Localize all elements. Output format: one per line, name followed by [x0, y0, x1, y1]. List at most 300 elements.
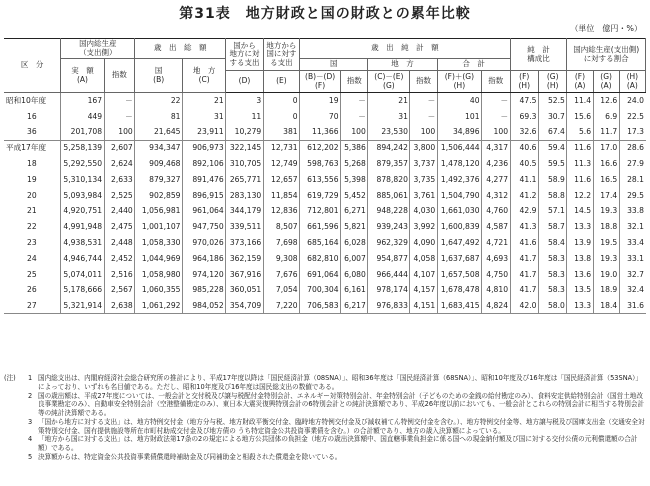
header-kuni-to-chiho: 国から 地方に対 する支出 — [226, 39, 264, 71]
table-cell: 691,064 — [300, 267, 341, 283]
table-cell: 964,186 — [183, 251, 226, 267]
table-cell: 265,771 — [226, 172, 264, 188]
table-cell: 598,763 — [300, 156, 341, 172]
table-cell: 1,001,107 — [135, 219, 183, 235]
table-cell: 322,145 — [226, 140, 264, 156]
table-cell: 381 — [263, 124, 299, 140]
table-cell: 67.4 — [538, 124, 566, 140]
table-cell: 11.7 — [593, 124, 619, 140]
table-cell: 1,683,415 — [437, 298, 481, 314]
table-cell: 1,637,687 — [437, 251, 481, 267]
table-cell: 339,511 — [226, 219, 264, 235]
note-text: 決算額からは、特定資金公共投資事業債償還時補助金及び同補助金と相殺された償還金を除いている。 — [38, 452, 342, 461]
table-cell: 100 — [104, 124, 135, 140]
table-cell: 42.9 — [510, 203, 538, 219]
row-label: 平成17年度 — [6, 143, 47, 153]
note-number: 1 — [28, 374, 33, 382]
table-cell: 2,516 — [104, 267, 135, 283]
table-cell: 367,916 — [226, 267, 264, 283]
table-cell: 100 — [482, 124, 511, 140]
header-kosei: 純 計 構成比 — [510, 39, 567, 71]
table-cell: 0 — [263, 109, 299, 125]
table-row — [4, 172, 646, 188]
unit-label: （単位 億円・%） — [570, 24, 642, 33]
note-item — [4, 374, 646, 392]
header-junkei-gokei: 合 計 — [437, 59, 510, 71]
table-cell: 1,478,120 — [437, 156, 481, 172]
note-text: 国の歳出額は、平成27年度については、一般会計と交付税及び譲与税配付金特別会計、エネルギー対策特別会計、年金特別会計（子どものための金銭の給付勘定のみ）、食料安定供給特別会計（国営土地改良事業勘定のみ）、自動車安全特別会計（空港整備勘定のみ）、東日本大震災復興特別会計の6特別会計との純計決算額であり、平成26年度以前においても、一般会計とこれらの特別会計に相当する特別会計等の純計決算額である。 — [38, 391, 645, 418]
header-shisu-gokei: 指数 — [482, 71, 511, 93]
table-cell: 12,836 — [263, 203, 299, 219]
header-pF-H: (F) (H) — [510, 71, 538, 93]
notes — [4, 374, 646, 462]
table-cell: 12.2 — [567, 188, 593, 204]
table-cell: 11 — [226, 109, 264, 125]
note-label — [4, 435, 28, 453]
table-cell: 29.5 — [619, 188, 645, 204]
table-cell: 33.1 — [619, 251, 645, 267]
table-cell: 5,310,134 — [61, 172, 104, 188]
table-cell: 3,737 — [410, 156, 437, 172]
header-junkei-kuni: 国 — [300, 59, 368, 71]
table-cell: 1,657,508 — [437, 267, 481, 283]
table-cell: 41.7 — [510, 251, 538, 267]
note-label — [4, 453, 28, 462]
table-cell: 16.5 — [593, 172, 619, 188]
table-cell: 894,242 — [368, 140, 410, 156]
table-cell: 32.7 — [619, 267, 645, 283]
table-cell: 354,709 — [226, 298, 264, 314]
table-cell: 947,750 — [183, 219, 226, 235]
table-cell: － — [104, 93, 135, 109]
table-cell: 58.4 — [538, 235, 566, 251]
table-cell: 4,824 — [482, 298, 511, 314]
table-cell: 4,938,531 — [61, 235, 104, 251]
table-cell: 939,243 — [368, 219, 410, 235]
table-cell: 954,877 — [368, 251, 410, 267]
table-cell: 13.3 — [567, 298, 593, 314]
table-cell: 885,061 — [368, 188, 410, 204]
table-row — [4, 219, 646, 235]
table-cell: 11.6 — [567, 172, 593, 188]
table-cell: 22 — [135, 93, 183, 109]
table-cell: 1,647,492 — [437, 235, 481, 251]
table-cell: 100 — [341, 124, 368, 140]
table-cell: 5,321,914 — [61, 298, 104, 314]
table-row — [4, 203, 646, 219]
header-E: (E) — [263, 71, 299, 93]
table-cell: 2,475 — [104, 219, 135, 235]
table-cell: － — [104, 109, 135, 125]
table-cell: 32.1 — [619, 219, 645, 235]
table-cell: 12,731 — [263, 140, 299, 156]
table-cell: 59.5 — [538, 156, 566, 172]
table-cell: 40.6 — [510, 140, 538, 156]
row-label: 36 — [4, 124, 61, 140]
table-cell: 17.3 — [619, 124, 645, 140]
table-cell: 449 — [61, 109, 104, 125]
table-cell: 4,920,751 — [61, 203, 104, 219]
table-cell: 4,946,744 — [61, 251, 104, 267]
header-pG-A: (G) (A) — [593, 71, 619, 93]
table-cell: 21,645 — [135, 124, 183, 140]
table-cell: 23,530 — [368, 124, 410, 140]
table-cell: 1,058,980 — [135, 267, 183, 283]
table-cell: 101 — [437, 109, 481, 125]
table-cell: 18.8 — [593, 219, 619, 235]
table-cell: 31 — [368, 109, 410, 125]
table-cell: 21 — [183, 93, 226, 109]
table-cell: 47.5 — [510, 93, 538, 109]
table-cell: 3,735 — [410, 172, 437, 188]
table-cell: 13.8 — [567, 251, 593, 267]
table-cell: 32.6 — [510, 124, 538, 140]
table-cell: 4,151 — [410, 298, 437, 314]
header-jitsugaku: 実 額 (A) — [61, 59, 104, 93]
note-number: 2 — [28, 391, 33, 400]
table-cell: 5,074,011 — [61, 267, 104, 283]
table-title: 第31表 地方財政と国の財政との累年比較 — [179, 6, 471, 22]
table-cell: 1,661,030 — [437, 203, 481, 219]
table-cell: 966,444 — [368, 267, 410, 283]
table-cell: 7,220 — [263, 298, 299, 314]
table-cell: 81 — [135, 109, 183, 125]
note-item — [4, 418, 646, 436]
table-cell: 16.6 — [593, 156, 619, 172]
table-cell: 2,448 — [104, 235, 135, 251]
table-cell: 1,044,969 — [135, 251, 183, 267]
table-cell: 948,228 — [368, 203, 410, 219]
table-cell: 878,820 — [368, 172, 410, 188]
table-cell: 100 — [410, 124, 437, 140]
header-FG: (F)＋(G) (H) — [437, 71, 481, 93]
table-cell: 6,271 — [341, 203, 368, 219]
table-cell: 1,492,376 — [437, 172, 481, 188]
table-cell: 4,090 — [410, 235, 437, 251]
table-cell: 69.3 — [510, 109, 538, 125]
note-number: 3 — [28, 417, 33, 426]
header-BD: (B)－(D) (F) — [300, 71, 341, 93]
table-cell: 19 — [300, 93, 341, 109]
table-cell: 4,721 — [482, 235, 511, 251]
table-cell: 6,161 — [341, 282, 368, 298]
table-cell: 310,705 — [226, 156, 264, 172]
table-cell: 1,060,355 — [135, 282, 183, 298]
header-pG-H: (G) (H) — [538, 71, 566, 93]
table-cell: 17.4 — [593, 188, 619, 204]
table-cell: － — [410, 109, 437, 125]
table-cell: 58.7 — [538, 219, 566, 235]
header-D: (D) — [226, 71, 264, 93]
header-chiho-C: 地 方 (C) — [183, 59, 226, 93]
table-cell: 27.9 — [619, 156, 645, 172]
table-cell: 4,810 — [482, 282, 511, 298]
table-cell: 12,657 — [263, 172, 299, 188]
table-cell: 5,821 — [341, 219, 368, 235]
table-row — [4, 156, 646, 172]
table-cell: 879,357 — [368, 156, 410, 172]
row-label: 26 — [27, 285, 37, 295]
table-cell: 5,258,139 — [61, 140, 104, 156]
table-row — [4, 93, 646, 109]
table-cell: 12,749 — [263, 156, 299, 172]
table-cell: 2,607 — [104, 140, 135, 156]
row-label: 22 — [27, 222, 37, 232]
table-cell: 58.9 — [538, 172, 566, 188]
table-cell: 31.6 — [619, 298, 645, 314]
table-cell: 3,992 — [410, 219, 437, 235]
table-cell: 2,440 — [104, 203, 135, 219]
table-cell: 909,468 — [135, 156, 183, 172]
table-cell: 2,638 — [104, 298, 135, 314]
table-cell: 59.4 — [538, 140, 566, 156]
header-pF-A: (F) (A) — [567, 71, 593, 93]
header-saishutsu: 歳 出 総 額 — [135, 39, 226, 59]
table-cell: 5,178,666 — [61, 282, 104, 298]
table-cell: 344,179 — [226, 203, 264, 219]
notes-list — [4, 374, 646, 462]
table-row — [4, 251, 646, 267]
table-cell: 7,698 — [263, 235, 299, 251]
table-cell: 978,174 — [368, 282, 410, 298]
table-cell: 4,693 — [482, 251, 511, 267]
table-row — [4, 109, 646, 125]
table-row — [4, 124, 646, 140]
table-cell: 18.9 — [593, 282, 619, 298]
table-cell: 5,292,550 — [61, 156, 104, 172]
note-number: 4 — [28, 435, 33, 444]
row-label: 21 — [27, 206, 37, 216]
table-cell: 685,164 — [300, 235, 341, 251]
table-cell: 612,202 — [300, 140, 341, 156]
header-junkei-chiho: 地 方 — [368, 59, 437, 71]
table-cell: 19.0 — [593, 267, 619, 283]
header-shisu-kuni: 指数 — [341, 71, 368, 93]
table-cell: 962,329 — [368, 235, 410, 251]
row-label: 23 — [27, 238, 37, 248]
table-cell: 2,624 — [104, 156, 135, 172]
table-cell: 283,130 — [226, 188, 264, 204]
table-cell: 6,028 — [341, 235, 368, 251]
table-cell: 52.5 — [538, 93, 566, 109]
note-item — [4, 435, 646, 453]
table-cell: 11.6 — [567, 140, 593, 156]
table-cell: 1,058,330 — [135, 235, 183, 251]
table-cell: 3,800 — [410, 140, 437, 156]
table-cell: 22.5 — [619, 109, 645, 125]
table-cell: 8,507 — [263, 219, 299, 235]
table-cell: 58.3 — [538, 251, 566, 267]
table-cell: 13.6 — [567, 267, 593, 283]
table-cell: 4,058 — [410, 251, 437, 267]
table-cell: 4,312 — [482, 188, 511, 204]
table-cell: 4,317 — [482, 140, 511, 156]
table-cell: 28.1 — [619, 172, 645, 188]
table-row — [4, 298, 646, 314]
table-cell: 41.6 — [510, 235, 538, 251]
table-cell: 6.9 — [593, 109, 619, 125]
table-cell: 985,228 — [183, 282, 226, 298]
row-label: 20 — [27, 190, 37, 200]
table-cell: 13.9 — [567, 235, 593, 251]
header-pH-A: (H) (A) — [619, 71, 645, 93]
table-cell: 23,911 — [183, 124, 226, 140]
note-label: (注) — [4, 374, 16, 382]
table-row — [4, 235, 646, 251]
note-item — [4, 453, 646, 462]
header-shisu: 指数 — [104, 59, 135, 93]
table-cell: 40 — [437, 93, 481, 109]
data-table — [4, 38, 646, 314]
table-cell: 33.4 — [619, 235, 645, 251]
table-cell: 661,596 — [300, 219, 341, 235]
table-cell: 19.3 — [593, 251, 619, 267]
table-cell: 28.6 — [619, 140, 645, 156]
table-cell: 706,583 — [300, 298, 341, 314]
table-cell: － — [341, 93, 368, 109]
table-cell: 19.5 — [593, 235, 619, 251]
table-cell: 32.4 — [619, 282, 645, 298]
table-cell: 1,056,981 — [135, 203, 183, 219]
table-cell: 906,973 — [183, 140, 226, 156]
table-cell: 167 — [61, 93, 104, 109]
row-label: 27 — [4, 298, 61, 314]
table-cell: 970,026 — [183, 235, 226, 251]
table-cell: 11,854 — [263, 188, 299, 204]
table-cell: 21 — [368, 93, 410, 109]
table-cell: 1,504,790 — [437, 188, 481, 204]
table-cell: 892,106 — [183, 156, 226, 172]
table-row — [4, 140, 646, 156]
note-label — [4, 418, 28, 436]
header-chiho-to-kuni: 地方から 国に対す る支出 — [263, 39, 299, 71]
table-row — [4, 267, 646, 283]
table-cell: 41.7 — [510, 267, 538, 283]
table-cell: 34,896 — [437, 124, 481, 140]
table-cell: 5,268 — [341, 156, 368, 172]
table-cell: 1,678,478 — [437, 282, 481, 298]
table-cell: 14.5 — [567, 203, 593, 219]
table-cell: 57.1 — [538, 203, 566, 219]
table-cell: 13.5 — [567, 282, 593, 298]
header-gdp: 国内総生産 （支出側） — [61, 39, 135, 59]
table-cell: 58.0 — [538, 298, 566, 314]
table-cell: 1,061,292 — [135, 298, 183, 314]
table-cell: 30.7 — [538, 109, 566, 125]
table-cell: 4,030 — [410, 203, 437, 219]
table-cell: 4,760 — [482, 203, 511, 219]
table-cell: 619,729 — [300, 188, 341, 204]
table-cell: 58.3 — [538, 267, 566, 283]
row-label: 18 — [27, 159, 37, 169]
table-cell: 373,166 — [226, 235, 264, 251]
table-cell: 70 — [300, 109, 341, 125]
table-cell: 4,587 — [482, 219, 511, 235]
table-cell: 18.4 — [593, 298, 619, 314]
table-row — [4, 282, 646, 298]
table-cell: 902,859 — [135, 188, 183, 204]
header-junkei: 歳 出 純 計 額 — [300, 39, 510, 59]
table-cell: 41.1 — [510, 172, 538, 188]
row-label: 16 — [27, 111, 37, 121]
table-cell: 362,159 — [226, 251, 264, 267]
table-cell: 15.6 — [567, 109, 593, 125]
table-cell: 891,476 — [183, 172, 226, 188]
table-cell: 3 — [226, 93, 264, 109]
table-cell: 58.8 — [538, 188, 566, 204]
table-cell: 974,120 — [183, 267, 226, 283]
note-text: 「地方から国に対する支出」は、地方財政法第17条の2の規定による地方公共団体の負担金（地方の歳出決算額中、国直轄事業負担金に係る国への現金納付額及び国に対する交付公債の元利償還額の合計額）である。 — [38, 435, 638, 453]
table-cell: 12.6 — [593, 93, 619, 109]
row-label: 昭和10年度 — [6, 96, 47, 106]
row-label: 24 — [27, 253, 37, 263]
table-cell: 13.3 — [567, 219, 593, 235]
table-cell: 5.6 — [567, 124, 593, 140]
table-cell: 879,327 — [135, 172, 183, 188]
table-cell: 19.3 — [593, 203, 619, 219]
table-cell: 682,810 — [300, 251, 341, 267]
table-cell: 5,093,984 — [61, 188, 104, 204]
note-number: 5 — [28, 452, 33, 461]
table-cell: 11.4 — [567, 93, 593, 109]
header-shisu-chiho: 指数 — [410, 71, 437, 93]
table-cell: 6,080 — [341, 267, 368, 283]
note-label — [4, 392, 28, 418]
table-cell: 2,525 — [104, 188, 135, 204]
table-cell: 984,052 — [183, 298, 226, 314]
table-cell: 4,157 — [410, 282, 437, 298]
table-cell: 934,347 — [135, 140, 183, 156]
table-cell: 5,452 — [341, 188, 368, 204]
table-cell: － — [482, 93, 511, 109]
table-cell: 24.0 — [619, 93, 645, 109]
table-cell: 1,506,444 — [437, 140, 481, 156]
note-text: 国内総支出は、内閣府経済社会総合研究所の推計により、平成17年度以降は「国民経済計算（08SNA）」、昭和36年度は「国民経済計算（68SNA）」、昭和10年度及び16年度は「国民経済計算（53SNA）」によっており、いずれも名目値である。ただし、昭和10年度及び16年度は国民総支出の数値である。 — [38, 374, 643, 391]
table-cell: 58.3 — [538, 282, 566, 298]
table-cell: 700,304 — [300, 282, 341, 298]
table-cell: 9,308 — [263, 251, 299, 267]
header-gdp-ratio: 国内総生産(支出側) に対する割合 — [567, 39, 646, 71]
table-cell: － — [410, 93, 437, 109]
table-row — [4, 188, 646, 204]
table-cell: 896,915 — [183, 188, 226, 204]
header-kuni-B: 国 (B) — [135, 59, 183, 93]
table-cell: 4,750 — [482, 267, 511, 283]
table-cell: 41.7 — [510, 282, 538, 298]
table-cell: 2,567 — [104, 282, 135, 298]
table-cell: 41.2 — [510, 188, 538, 204]
table-cell: 4,277 — [482, 172, 511, 188]
table-cell: 712,801 — [300, 203, 341, 219]
header-kubun: 区 分 — [4, 39, 61, 93]
table-cell: 5,398 — [341, 172, 368, 188]
table-cell: 33.8 — [619, 203, 645, 219]
table-cell: 10,279 — [226, 124, 264, 140]
table-cell: 11,366 — [300, 124, 341, 140]
table-cell: 4,107 — [410, 267, 437, 283]
table-cell: 31 — [183, 109, 226, 125]
table-cell: 613,556 — [300, 172, 341, 188]
table-cell: 961,064 — [183, 203, 226, 219]
table-cell: 201,708 — [61, 124, 104, 140]
table-cell: 1,600,839 — [437, 219, 481, 235]
table-cell: 41.3 — [510, 219, 538, 235]
header-CE: (C)－(E) (G) — [368, 71, 410, 93]
row-label: 25 — [27, 269, 37, 279]
table-cell: 0 — [263, 93, 299, 109]
table-cell: 17.0 — [593, 140, 619, 156]
row-label: 19 — [27, 174, 37, 184]
